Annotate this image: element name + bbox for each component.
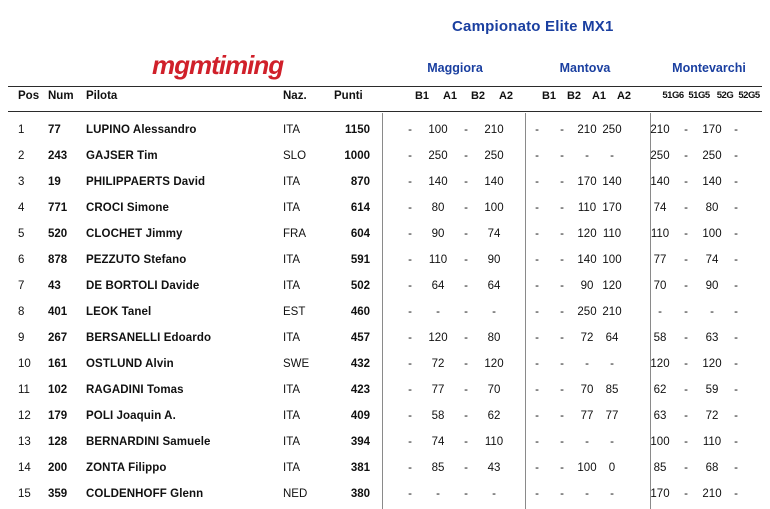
cell-montevarchi-0: 77 bbox=[653, 254, 667, 266]
cell-montevarchi-2: 250 bbox=[702, 150, 722, 162]
cell-maggiora-1: 100 bbox=[428, 124, 448, 136]
cell-mantova-2: 77 bbox=[580, 410, 594, 422]
cell-position: 14 bbox=[18, 462, 31, 474]
cell-mantova-3: 120 bbox=[602, 280, 622, 292]
cell-maggiora-1: 120 bbox=[428, 332, 448, 344]
cell-position: 1 bbox=[18, 124, 25, 136]
subcolumn-header-montevarchi-3: 52G bbox=[716, 90, 734, 101]
cell-rider: LUPINO Alessandro bbox=[86, 124, 197, 136]
cell-maggiora-0: - bbox=[408, 488, 412, 500]
column-header-naz: Naz. bbox=[283, 90, 307, 102]
cell-nation: ITA bbox=[283, 384, 301, 396]
cell-montevarchi-3: - bbox=[734, 358, 738, 370]
cell-montevarchi-1: - bbox=[684, 410, 688, 422]
subcolumn-header-mantova-a1: A1 bbox=[591, 90, 607, 102]
cell-mantova-1: - bbox=[560, 306, 564, 318]
cell-mantova-1: - bbox=[560, 488, 564, 500]
cell-mantova-2: - bbox=[585, 150, 589, 162]
cell-montevarchi-2: 59 bbox=[705, 384, 719, 396]
cell-maggiora-2: - bbox=[464, 306, 468, 318]
cell-points: 457 bbox=[350, 332, 370, 344]
cell-mantova-1: - bbox=[560, 124, 564, 136]
cell-rider: POLI Joaquin A. bbox=[86, 410, 176, 422]
cell-points: 423 bbox=[350, 384, 370, 396]
cell-mantova-2: 210 bbox=[577, 124, 597, 136]
cell-number: 520 bbox=[48, 228, 68, 240]
cell-rider: PHILIPPAERTS David bbox=[86, 176, 206, 188]
cell-montevarchi-1: - bbox=[684, 384, 688, 396]
cell-rider: ZONTA Filippo bbox=[86, 462, 167, 474]
cell-montevarchi-1: - bbox=[684, 280, 688, 292]
subcolumn-header-montevarchi-2: 51G5 bbox=[688, 90, 710, 101]
cell-montevarchi-3: - bbox=[734, 280, 738, 292]
cell-maggiora-3: 250 bbox=[484, 150, 504, 162]
cell-mantova-3: 210 bbox=[602, 306, 622, 318]
cell-maggiora-1: 72 bbox=[431, 358, 445, 370]
cell-position: 2 bbox=[18, 150, 25, 162]
page-title: Campionato Elite MX1 bbox=[452, 18, 614, 35]
cell-mantova-1: - bbox=[560, 176, 564, 188]
cell-number: 43 bbox=[48, 280, 61, 292]
cell-montevarchi-1: - bbox=[684, 436, 688, 448]
cell-mantova-3: - bbox=[610, 150, 614, 162]
subcolumn-header-maggiora-a2: A2 bbox=[498, 90, 514, 102]
cell-maggiora-3: 120 bbox=[484, 358, 504, 370]
cell-position: 8 bbox=[18, 306, 25, 318]
cell-maggiora-2: - bbox=[464, 332, 468, 344]
cell-montevarchi-3: - bbox=[734, 202, 738, 214]
cell-mantova-2: 70 bbox=[580, 384, 594, 396]
cell-position: 5 bbox=[18, 228, 25, 240]
cell-montevarchi-2: 74 bbox=[705, 254, 719, 266]
cell-mantova-0: - bbox=[535, 176, 539, 188]
logo-text-mgm: mgm bbox=[152, 50, 212, 80]
cell-points: 502 bbox=[350, 280, 370, 292]
cell-maggiora-3: 90 bbox=[487, 254, 501, 266]
cell-mantova-1: - bbox=[560, 202, 564, 214]
cell-maggiora-0: - bbox=[408, 358, 412, 370]
cell-points: 1150 bbox=[345, 124, 370, 136]
cell-mantova-3: 140 bbox=[602, 176, 622, 188]
cell-points: 1000 bbox=[344, 150, 370, 162]
cell-position: 12 bbox=[18, 410, 31, 422]
subcolumn-header-maggiora-b2: B2 bbox=[470, 90, 486, 102]
cell-points: 380 bbox=[350, 488, 370, 500]
cell-mantova-1: - bbox=[560, 150, 564, 162]
cell-position: 15 bbox=[18, 488, 31, 500]
cell-maggiora-1: 80 bbox=[431, 202, 445, 214]
cell-montevarchi-2: 140 bbox=[702, 176, 722, 188]
cell-number: 401 bbox=[48, 306, 68, 318]
cell-mantova-2: 110 bbox=[577, 202, 597, 214]
subcolumn-header-maggiora-a1: A1 bbox=[442, 90, 458, 102]
cell-number: 19 bbox=[48, 176, 61, 188]
cell-mantova-0: - bbox=[535, 306, 539, 318]
cell-maggiora-3: - bbox=[492, 306, 496, 318]
column-header-num: Num bbox=[48, 90, 74, 102]
cell-mantova-0: - bbox=[535, 202, 539, 214]
cell-points: 460 bbox=[350, 306, 370, 318]
cell-mantova-2: - bbox=[585, 488, 589, 500]
cell-maggiora-3: 140 bbox=[484, 176, 504, 188]
subcolumn-header-mantova-b1: B1 bbox=[541, 90, 557, 102]
cell-mantova-3: - bbox=[610, 436, 614, 448]
cell-maggiora-2: - bbox=[464, 228, 468, 240]
cell-nation: ITA bbox=[283, 202, 301, 214]
cell-nation: ITA bbox=[283, 280, 301, 292]
cell-montevarchi-0: - bbox=[658, 306, 662, 318]
cell-mantova-1: - bbox=[560, 410, 564, 422]
cell-montevarchi-3: - bbox=[734, 228, 738, 240]
cell-maggiora-0: - bbox=[408, 150, 412, 162]
cell-montevarchi-2: 63 bbox=[705, 332, 719, 344]
cell-number: 161 bbox=[48, 358, 68, 370]
cell-maggiora-2: - bbox=[464, 384, 468, 396]
cell-montevarchi-3: - bbox=[734, 488, 738, 500]
cell-montevarchi-3: - bbox=[734, 150, 738, 162]
cell-maggiora-2: - bbox=[464, 436, 468, 448]
cell-montevarchi-1: - bbox=[684, 254, 688, 266]
cell-points: 381 bbox=[350, 462, 370, 474]
logo-text-timing: timing bbox=[211, 50, 284, 80]
cell-maggiora-3: 74 bbox=[487, 228, 501, 240]
table-row[interactable] bbox=[0, 117, 770, 143]
cell-maggiora-1: - bbox=[436, 306, 440, 318]
column-header-pilota: Pilota bbox=[86, 90, 118, 102]
cell-number: 878 bbox=[48, 254, 68, 266]
cell-maggiora-1: 77 bbox=[431, 384, 445, 396]
cell-maggiora-2: - bbox=[464, 254, 468, 266]
table-row[interactable] bbox=[0, 351, 770, 377]
cell-rider: OSTLUND Alvin bbox=[86, 358, 174, 370]
table-row[interactable] bbox=[0, 455, 770, 481]
cell-mantova-0: - bbox=[535, 150, 539, 162]
cell-montevarchi-0: 120 bbox=[650, 358, 670, 370]
cell-montevarchi-3: - bbox=[734, 124, 738, 136]
cell-nation: SLO bbox=[283, 150, 307, 162]
cell-mantova-3: 85 bbox=[605, 384, 619, 396]
cell-nation: ITA bbox=[283, 254, 301, 266]
event-header-maggiora: Maggiora bbox=[427, 61, 483, 75]
table-row[interactable] bbox=[0, 377, 770, 403]
cell-mantova-0: - bbox=[535, 384, 539, 396]
cell-mantova-3: - bbox=[610, 488, 614, 500]
cell-mantova-1: - bbox=[560, 332, 564, 344]
table-row[interactable] bbox=[0, 481, 770, 507]
cell-mantova-0: - bbox=[535, 436, 539, 448]
cell-montevarchi-1: - bbox=[684, 488, 688, 500]
cell-nation: NED bbox=[283, 488, 308, 500]
cell-number: 77 bbox=[48, 124, 61, 136]
cell-montevarchi-3: - bbox=[734, 462, 738, 474]
cell-maggiora-0: - bbox=[408, 254, 412, 266]
cell-rider: DE BORTOLI Davide bbox=[86, 280, 200, 292]
cell-mantova-3: 170 bbox=[602, 202, 622, 214]
cell-montevarchi-0: 74 bbox=[653, 202, 667, 214]
cell-maggiora-1: 58 bbox=[431, 410, 445, 422]
cell-number: 128 bbox=[48, 436, 68, 448]
cell-montevarchi-2: - bbox=[710, 306, 714, 318]
cell-mantova-0: - bbox=[535, 254, 539, 266]
cell-points: 870 bbox=[350, 176, 370, 188]
cell-position: 13 bbox=[18, 436, 31, 448]
subcolumn-header-mantova-a2: A2 bbox=[616, 90, 632, 102]
cell-mantova-0: - bbox=[535, 228, 539, 240]
cell-number: 267 bbox=[48, 332, 68, 344]
cell-maggiora-3: 210 bbox=[484, 124, 504, 136]
cell-nation: ITA bbox=[283, 124, 301, 136]
cell-mantova-2: - bbox=[585, 358, 589, 370]
cell-maggiora-2: - bbox=[464, 358, 468, 370]
cell-maggiora-0: - bbox=[408, 462, 412, 474]
cell-mantova-2: 100 bbox=[577, 462, 597, 474]
cell-position: 11 bbox=[18, 384, 30, 396]
cell-maggiora-2: - bbox=[464, 488, 468, 500]
cell-nation: EST bbox=[283, 306, 306, 318]
cell-montevarchi-3: - bbox=[734, 410, 738, 422]
cell-montevarchi-0: 170 bbox=[650, 488, 670, 500]
cell-maggiora-0: - bbox=[408, 306, 412, 318]
cell-maggiora-0: - bbox=[408, 124, 412, 136]
event-header-mantova: Mantova bbox=[559, 61, 611, 75]
table-row[interactable] bbox=[0, 143, 770, 169]
cell-montevarchi-0: 58 bbox=[653, 332, 667, 344]
cell-maggiora-3: - bbox=[492, 488, 496, 500]
cell-montevarchi-3: - bbox=[734, 254, 738, 266]
cell-mantova-3: 250 bbox=[602, 124, 622, 136]
cell-nation: FRA bbox=[283, 228, 306, 240]
cell-mantova-1: - bbox=[560, 358, 564, 370]
cell-mantova-2: 140 bbox=[577, 254, 597, 266]
cell-maggiora-2: - bbox=[464, 176, 468, 188]
table-row[interactable] bbox=[0, 403, 770, 429]
cell-maggiora-1: 90 bbox=[431, 228, 445, 240]
cell-montevarchi-3: - bbox=[734, 176, 738, 188]
cell-montevarchi-0: 110 bbox=[650, 228, 670, 240]
cell-position: 4 bbox=[18, 202, 25, 214]
cell-montevarchi-0: 63 bbox=[653, 410, 667, 422]
cell-mantova-1: - bbox=[560, 254, 564, 266]
cell-nation: ITA bbox=[283, 176, 301, 188]
cell-maggiora-1: 64 bbox=[431, 280, 445, 292]
cell-montevarchi-2: 90 bbox=[705, 280, 719, 292]
cell-mantova-1: - bbox=[560, 384, 564, 396]
cell-nation: ITA bbox=[283, 332, 301, 344]
table-row[interactable] bbox=[0, 195, 770, 221]
subcolumn-header-montevarchi-4: 52G5 bbox=[738, 90, 760, 101]
cell-number: 179 bbox=[48, 410, 68, 422]
table-row[interactable] bbox=[0, 169, 770, 195]
cell-rider: COLDENHOFF Glenn bbox=[86, 488, 204, 500]
table-row[interactable] bbox=[0, 247, 770, 273]
cell-mantova-3: 110 bbox=[602, 228, 622, 240]
cell-maggiora-3: 80 bbox=[487, 332, 501, 344]
cell-montevarchi-0: 70 bbox=[653, 280, 667, 292]
cell-rider: CROCI Simone bbox=[86, 202, 169, 214]
subcolumn-header-montevarchi-1: 51G6 bbox=[662, 90, 684, 101]
cell-mantova-2: 120 bbox=[577, 228, 597, 240]
cell-points: 394 bbox=[350, 436, 370, 448]
column-header-punti: Punti bbox=[334, 90, 363, 102]
cell-maggiora-0: - bbox=[408, 410, 412, 422]
cell-nation: ITA bbox=[283, 462, 301, 474]
cell-montevarchi-2: 170 bbox=[702, 124, 722, 136]
cell-position: 7 bbox=[18, 280, 25, 292]
cell-points: 591 bbox=[350, 254, 370, 266]
cell-montevarchi-1: - bbox=[684, 228, 688, 240]
cell-mantova-0: - bbox=[535, 410, 539, 422]
cell-montevarchi-3: - bbox=[734, 306, 738, 318]
cell-mantova-3: 0 bbox=[608, 462, 616, 474]
cell-montevarchi-3: - bbox=[734, 384, 738, 396]
cell-montevarchi-0: 100 bbox=[650, 436, 670, 448]
cell-mantova-2: 170 bbox=[577, 176, 597, 188]
cell-number: 243 bbox=[48, 150, 68, 162]
cell-montevarchi-0: 85 bbox=[653, 462, 667, 474]
cell-maggiora-0: - bbox=[408, 384, 412, 396]
table-row[interactable] bbox=[0, 325, 770, 351]
cell-mantova-0: - bbox=[535, 280, 539, 292]
table-row[interactable] bbox=[0, 299, 770, 325]
cell-montevarchi-2: 110 bbox=[702, 436, 722, 448]
cell-position: 9 bbox=[18, 332, 25, 344]
cell-mantova-2: 250 bbox=[577, 306, 597, 318]
cell-montevarchi-2: 72 bbox=[705, 410, 719, 422]
cell-number: 771 bbox=[48, 202, 68, 214]
cell-points: 409 bbox=[350, 410, 370, 422]
cell-maggiora-0: - bbox=[408, 332, 412, 344]
cell-montevarchi-3: - bbox=[734, 436, 738, 448]
table-row[interactable] bbox=[0, 273, 770, 299]
cell-montevarchi-0: 250 bbox=[650, 150, 670, 162]
cell-montevarchi-1: - bbox=[684, 462, 688, 474]
column-header-row bbox=[0, 90, 770, 110]
cell-maggiora-2: - bbox=[464, 280, 468, 292]
cell-mantova-2: 90 bbox=[580, 280, 594, 292]
cell-maggiora-3: 43 bbox=[487, 462, 501, 474]
cell-montevarchi-1: - bbox=[684, 202, 688, 214]
cell-position: 3 bbox=[18, 176, 25, 188]
cell-rider: BERSANELLI Edoardo bbox=[86, 332, 212, 344]
table-row[interactable] bbox=[0, 429, 770, 455]
cell-nation: ITA bbox=[283, 436, 301, 448]
cell-rider: PEZZUTO Stefano bbox=[86, 254, 187, 266]
cell-maggiora-1: 85 bbox=[431, 462, 445, 474]
cell-maggiora-3: 100 bbox=[484, 202, 504, 214]
cell-rider: CLOCHET Jimmy bbox=[86, 228, 183, 240]
cell-maggiora-1: - bbox=[436, 488, 440, 500]
cell-maggiora-0: - bbox=[408, 228, 412, 240]
cell-position: 6 bbox=[18, 254, 25, 266]
cell-maggiora-2: - bbox=[464, 124, 468, 136]
header-rule-bottom bbox=[8, 111, 762, 112]
cell-number: 359 bbox=[48, 488, 68, 500]
cell-montevarchi-2: 80 bbox=[705, 202, 719, 214]
cell-maggiora-2: - bbox=[464, 202, 468, 214]
cell-rider: GAJSER Tim bbox=[86, 150, 158, 162]
cell-maggiora-0: - bbox=[408, 176, 412, 188]
cell-mantova-0: - bbox=[535, 332, 539, 344]
cell-maggiora-3: 70 bbox=[487, 384, 501, 396]
cell-nation: ITA bbox=[283, 410, 301, 422]
cell-maggiora-0: - bbox=[408, 436, 412, 448]
cell-mantova-2: - bbox=[585, 436, 589, 448]
cell-mantova-0: - bbox=[535, 462, 539, 474]
cell-montevarchi-3: - bbox=[734, 332, 738, 344]
cell-montevarchi-2: 120 bbox=[702, 358, 722, 370]
cell-montevarchi-2: 68 bbox=[705, 462, 719, 474]
cell-maggiora-0: - bbox=[408, 280, 412, 292]
cell-montevarchi-1: - bbox=[684, 176, 688, 188]
event-header-montevarchi: Montevarchi bbox=[672, 61, 746, 75]
cell-maggiora-1: 74 bbox=[431, 436, 445, 448]
cell-montevarchi-1: - bbox=[684, 332, 688, 344]
cell-maggiora-2: - bbox=[464, 150, 468, 162]
cell-montevarchi-1: - bbox=[684, 150, 688, 162]
cell-mantova-0: - bbox=[535, 488, 539, 500]
cell-maggiora-1: 110 bbox=[428, 254, 448, 266]
cell-montevarchi-0: 210 bbox=[650, 124, 670, 136]
cell-mantova-1: - bbox=[560, 280, 564, 292]
cell-points: 604 bbox=[350, 228, 370, 240]
cell-montevarchi-0: 140 bbox=[650, 176, 670, 188]
cell-montevarchi-1: - bbox=[684, 306, 688, 318]
cell-mantova-3: 64 bbox=[605, 332, 619, 344]
cell-maggiora-1: 140 bbox=[428, 176, 448, 188]
cell-position: 10 bbox=[18, 358, 31, 370]
cell-rider: RAGADINI Tomas bbox=[86, 384, 184, 396]
cell-points: 614 bbox=[350, 202, 370, 214]
cell-montevarchi-0: 62 bbox=[653, 384, 667, 396]
cell-mantova-1: - bbox=[560, 228, 564, 240]
cell-maggiora-2: - bbox=[464, 410, 468, 422]
cell-points: 432 bbox=[350, 358, 370, 370]
cell-mantova-3: - bbox=[610, 358, 614, 370]
cell-maggiora-0: - bbox=[408, 202, 412, 214]
cell-mantova-2: 72 bbox=[580, 332, 594, 344]
cell-nation: SWE bbox=[283, 358, 310, 370]
cell-montevarchi-1: - bbox=[684, 124, 688, 136]
cell-montevarchi-2: 210 bbox=[702, 488, 722, 500]
cell-mantova-0: - bbox=[535, 124, 539, 136]
cell-rider: LEOK Tanel bbox=[86, 306, 152, 318]
cell-montevarchi-2: 100 bbox=[702, 228, 722, 240]
cell-mantova-1: - bbox=[560, 462, 564, 474]
cell-rider: BERNARDINI Samuele bbox=[86, 436, 211, 448]
table-row[interactable] bbox=[0, 221, 770, 247]
mgmtiming-logo bbox=[152, 50, 283, 81]
subcolumn-header-mantova-b2: B2 bbox=[566, 90, 582, 102]
cell-mantova-1: - bbox=[560, 436, 564, 448]
cell-maggiora-2: - bbox=[464, 462, 468, 474]
cell-maggiora-3: 62 bbox=[487, 410, 501, 422]
cell-maggiora-3: 64 bbox=[487, 280, 501, 292]
cell-maggiora-1: 250 bbox=[428, 150, 448, 162]
cell-mantova-3: 100 bbox=[602, 254, 622, 266]
cell-montevarchi-1: - bbox=[684, 358, 688, 370]
column-header-pos: Pos bbox=[18, 90, 40, 102]
cell-number: 200 bbox=[48, 462, 68, 474]
cell-mantova-0: - bbox=[535, 358, 539, 370]
cell-maggiora-3: 110 bbox=[484, 436, 504, 448]
cell-mantova-3: 77 bbox=[605, 410, 619, 422]
subcolumn-header-maggiora-b1: B1 bbox=[414, 90, 430, 102]
header-rule-top bbox=[8, 86, 762, 87]
cell-number: 102 bbox=[48, 384, 68, 396]
